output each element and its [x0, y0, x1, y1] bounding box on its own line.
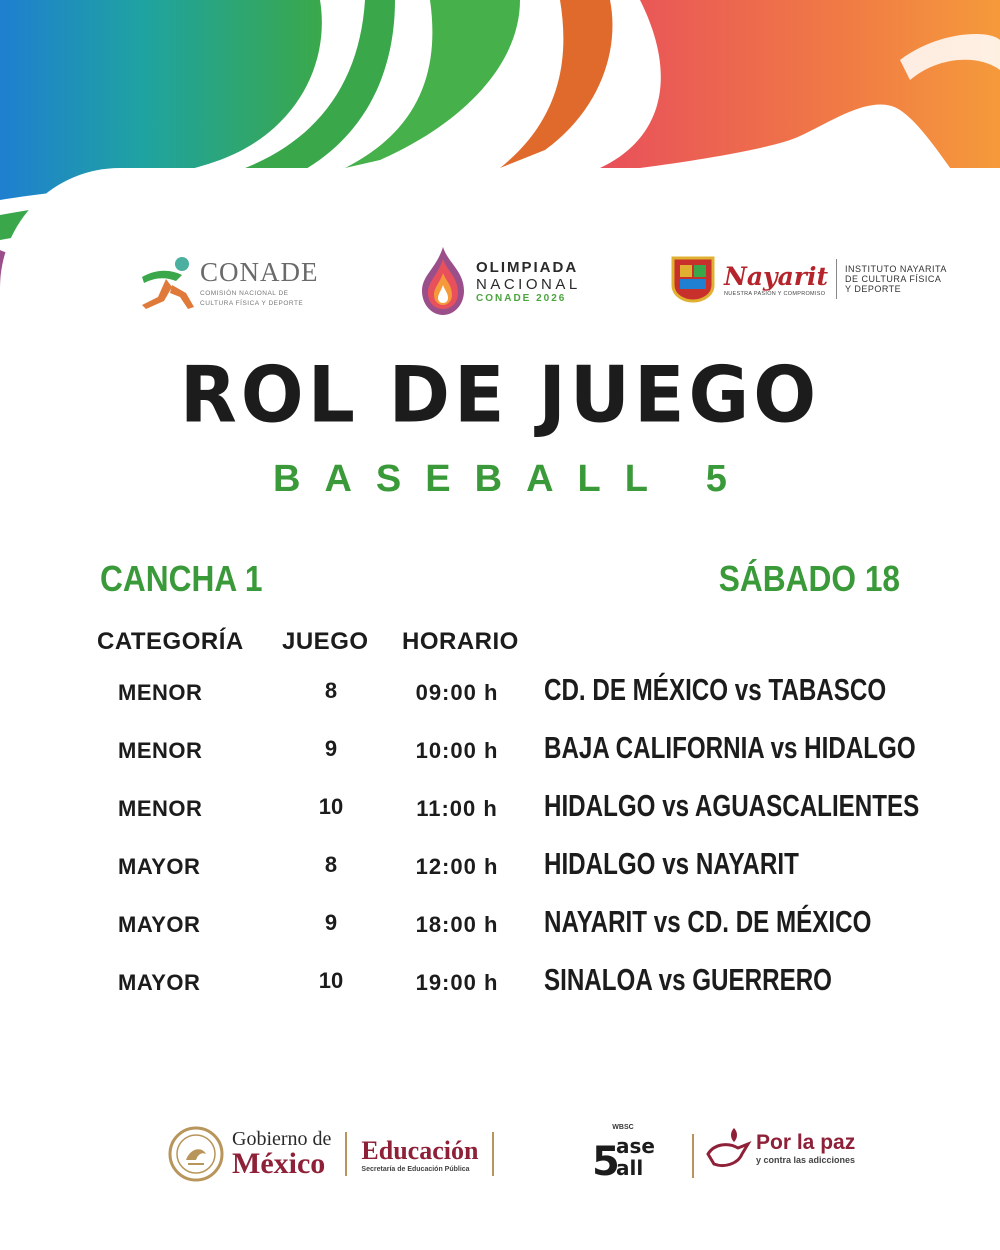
row-time: 12:00 h: [415, 854, 499, 879]
adicciones-text: y contra las adicciones: [756, 1155, 856, 1165]
por-la-paz-logo: [704, 1124, 855, 1172]
por-la-paz-text: Por la paz: [756, 1131, 856, 1154]
wbsc-baseball5-logo: [590, 1124, 708, 1188]
instituto-line-1: INSTITUTO NAYARITA: [845, 264, 947, 274]
row-match: HIDALGO vs NAYARIT: [544, 846, 799, 881]
conade-subtitle-2: CULTURA FÍSICA Y DEPORTE: [200, 299, 304, 307]
nacional-text: NACIONAL: [476, 275, 581, 293]
row-category: MENOR: [118, 738, 203, 763]
table-row: [0, 788, 1000, 846]
row-match: BAJA CALIFORNIA vs HIDALGO: [544, 730, 916, 765]
sport-subtitle: BASEBALL 5: [273, 458, 751, 500]
svg-text:all: all: [616, 1156, 644, 1180]
logo-divider: [836, 259, 837, 299]
row-match: SINALOA vs GUERRERO: [544, 962, 832, 997]
conade-2026-text: CONADE 2026: [476, 292, 567, 304]
gobierno-de-text: Gobierno de: [232, 1128, 332, 1150]
schedule-table-header: [0, 628, 1000, 662]
footer-divider: [345, 1132, 347, 1176]
row-match: NAYARIT vs CD. DE MÉXICO: [544, 904, 872, 939]
nayarit-script-text: Nayarit: [724, 261, 828, 291]
row-game: 9: [324, 736, 338, 761]
mexico-text: México: [232, 1147, 326, 1180]
row-match: CD. DE MÉXICO vs TABASCO: [544, 672, 887, 707]
table-row: [0, 904, 1000, 962]
svg-text:ase: ase: [616, 1134, 655, 1158]
conade-subtitle-1: COMISIÓN NACIONAL DE: [200, 289, 289, 297]
table-row: [0, 672, 1000, 730]
row-category: MAYOR: [118, 970, 201, 995]
schedule-table-body: [0, 672, 1000, 1020]
row-time: 09:00 h: [415, 680, 499, 705]
sponsor-logo-row: [0, 245, 1000, 335]
nayarit-shield-icon: [670, 255, 716, 303]
header-game: JUEGO: [282, 628, 369, 655]
court-label: CANCHA 1: [100, 558, 263, 599]
educacion-text: Educación: [361, 1135, 479, 1165]
row-game: 8: [324, 678, 338, 703]
footer-logo-row: [0, 1118, 1000, 1198]
olimpiada-nacional-logo: [418, 245, 581, 317]
sep-text: Secretaría de Educación Pública: [361, 1165, 470, 1173]
row-game: 10: [318, 794, 344, 819]
row-game: 10: [318, 968, 344, 993]
wbsc-text: WBSC: [612, 1124, 634, 1131]
footer-divider: [492, 1132, 494, 1176]
gobierno-mexico-logo: [168, 1126, 508, 1182]
instituto-line-3: Y DEPORTE: [845, 284, 902, 294]
row-game: 8: [324, 852, 338, 877]
header-category: CATEGORÍA: [97, 628, 244, 655]
conade-logo: [136, 255, 319, 309]
table-row: [0, 730, 1000, 788]
row-category: MAYOR: [118, 854, 201, 879]
row-category: MAYOR: [118, 912, 201, 937]
row-match: HIDALGO vs AGUASCALIENTES: [544, 788, 920, 823]
flame-icon: [418, 245, 468, 317]
header-time: HORARIO: [402, 628, 519, 655]
svg-text:5: 5: [592, 1139, 620, 1183]
row-time: 10:00 h: [415, 738, 499, 763]
table-row: [0, 846, 1000, 904]
runner-icon: [136, 255, 196, 309]
instituto-line-2: DE CULTURA FÍSICA: [845, 274, 942, 284]
olimpiada-text: OLIMPIADA: [476, 258, 579, 276]
footer-divider: [692, 1134, 694, 1178]
national-seal-icon: [168, 1126, 224, 1182]
conade-name: CONADE: [200, 256, 319, 287]
row-time: 18:00 h: [415, 912, 499, 937]
page-title: ROL DE JUEGO: [179, 349, 821, 441]
table-row: [0, 962, 1000, 1020]
nayarit-logo: [670, 255, 947, 303]
dove-icon: [704, 1124, 752, 1172]
row-category: MENOR: [118, 796, 203, 821]
nayarit-slogan: NUESTRA PASIÓN Y COMPROMISO: [724, 290, 826, 297]
baseball5-mark-icon: [590, 1131, 656, 1183]
row-game: 9: [324, 910, 338, 935]
row-time: 19:00 h: [415, 970, 499, 995]
row-time: 11:00 h: [416, 796, 498, 821]
day-label: SÁBADO 18: [718, 558, 900, 599]
row-category: MENOR: [118, 680, 203, 705]
